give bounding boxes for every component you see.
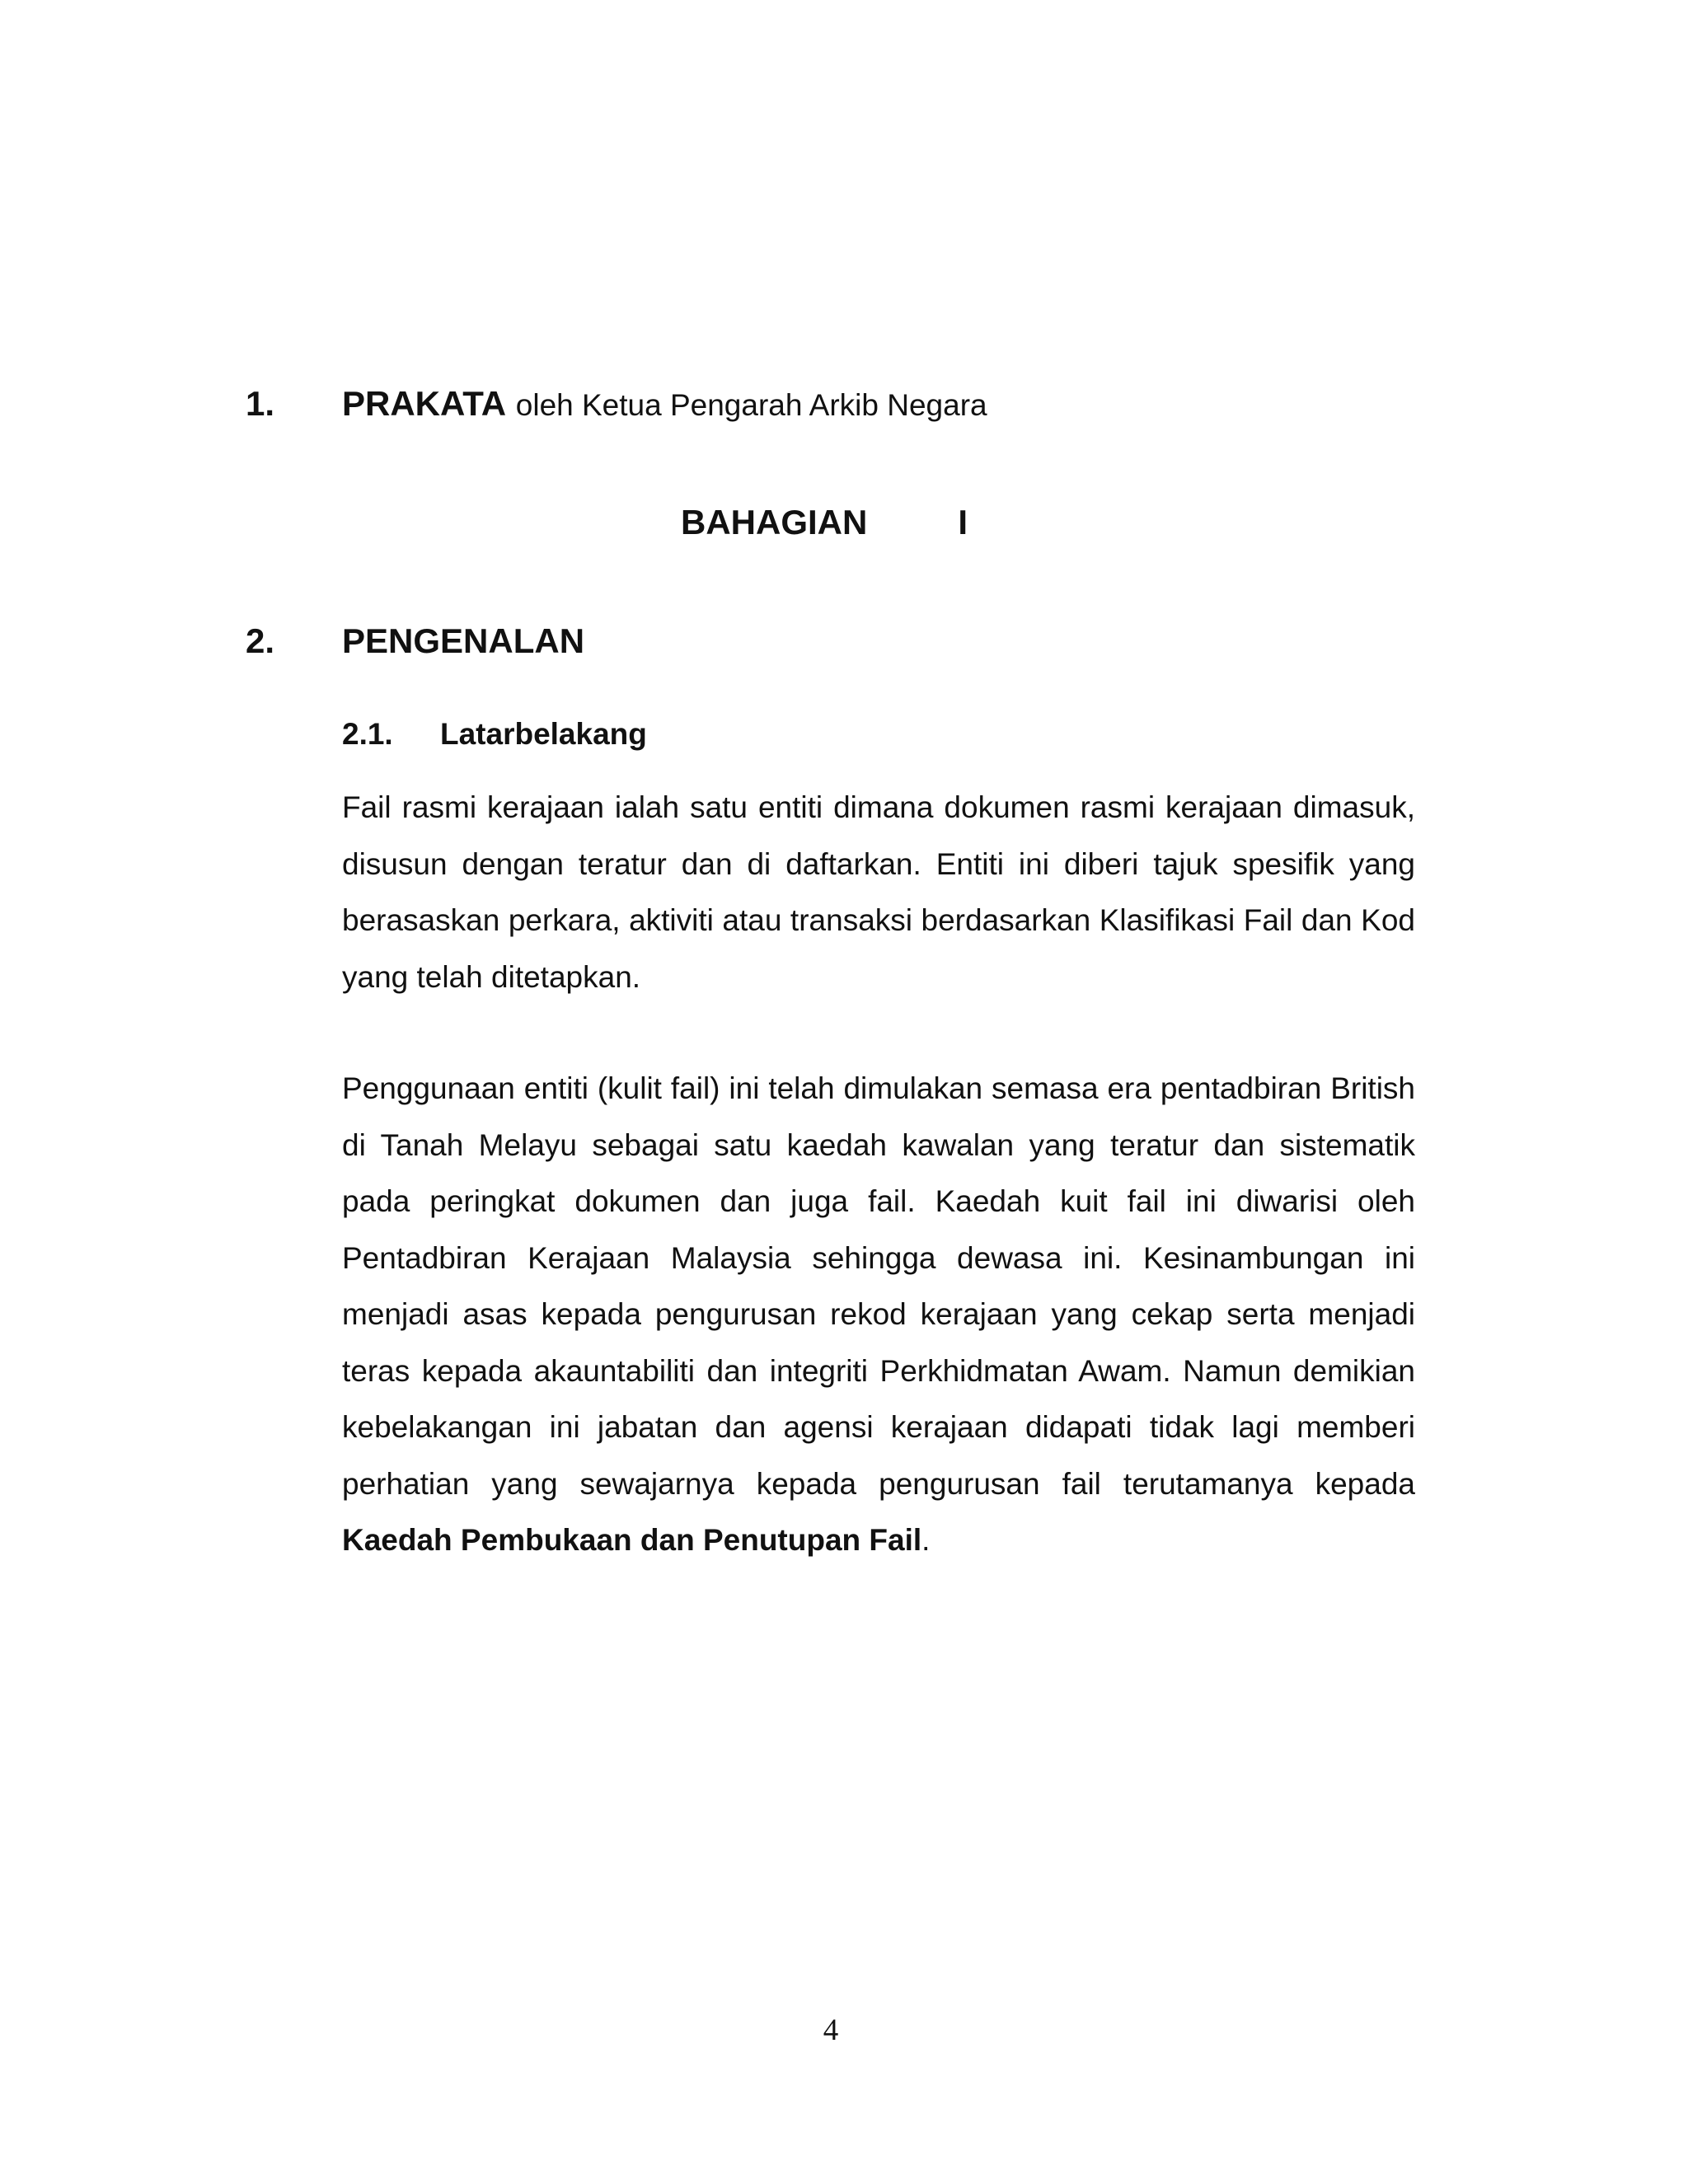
section-1-number: 1.	[246, 384, 275, 423]
section-1-heading	[342, 384, 987, 424]
part-label: BAHAGIAN	[681, 503, 868, 541]
subsection-title: Latarbelakang	[440, 717, 647, 751]
paragraph-2-text: Penggunaan entiti (kulit fail) ini telah dimulakan semasa era pentadbiran British di Tanah Melayu sebagai satu kaedah kawalan yang teratur dan sistematik pada peringkat dokumen dan juga fail. Kaedah kuit fail ini diwarisi oleh Pentadbiran Kerajaan Malaysia sehingga dewasa ini. Kesinambungan ini menjadi asas kepada pengurusan rekod kerajaan yang cekap serta menjadi teras kepada akauntabiliti dan integriti Perkhidmatan Awam. Namun demikian kebelakangan ini jabatan dan agensi kerajaan didapati tidak lagi memberi perhatian yang sewajarnya kepada pengurusan fail terutamanya kepada	[342, 1071, 1415, 1501]
section-1-title: PRAKATA	[342, 384, 507, 423]
part-numeral: I	[958, 503, 968, 541]
paragraph-2	[342, 1061, 1415, 1569]
section-2-title: PENGENALAN	[342, 621, 585, 660]
subsection-number: 2.1.	[342, 717, 393, 751]
paragraph-1: Fail rasmi kerajaan ialah satu entiti dimana dokumen rasmi kerajaan dimasuk, disusun dengan teratur dan di daftarkan. Entiti ini diberi tajuk spesifik yang berasaskan perkara, aktiviti atau transaksi berdasarkan Klasifikasi Fail dan Kod yang telah ditetapkan.	[342, 790, 1415, 994]
part-heading	[681, 503, 968, 542]
section-1-subtitle: oleh Ketua Pengarah Arkib Negara	[515, 388, 987, 422]
section-2-number: 2.	[246, 621, 275, 660]
page-number: 4	[823, 2013, 839, 2047]
paragraph-2-end: .	[921, 1523, 931, 1557]
paragraph-2-bold-phrase: Kaedah Pembukaan dan Penutupan Fail	[342, 1523, 922, 1557]
